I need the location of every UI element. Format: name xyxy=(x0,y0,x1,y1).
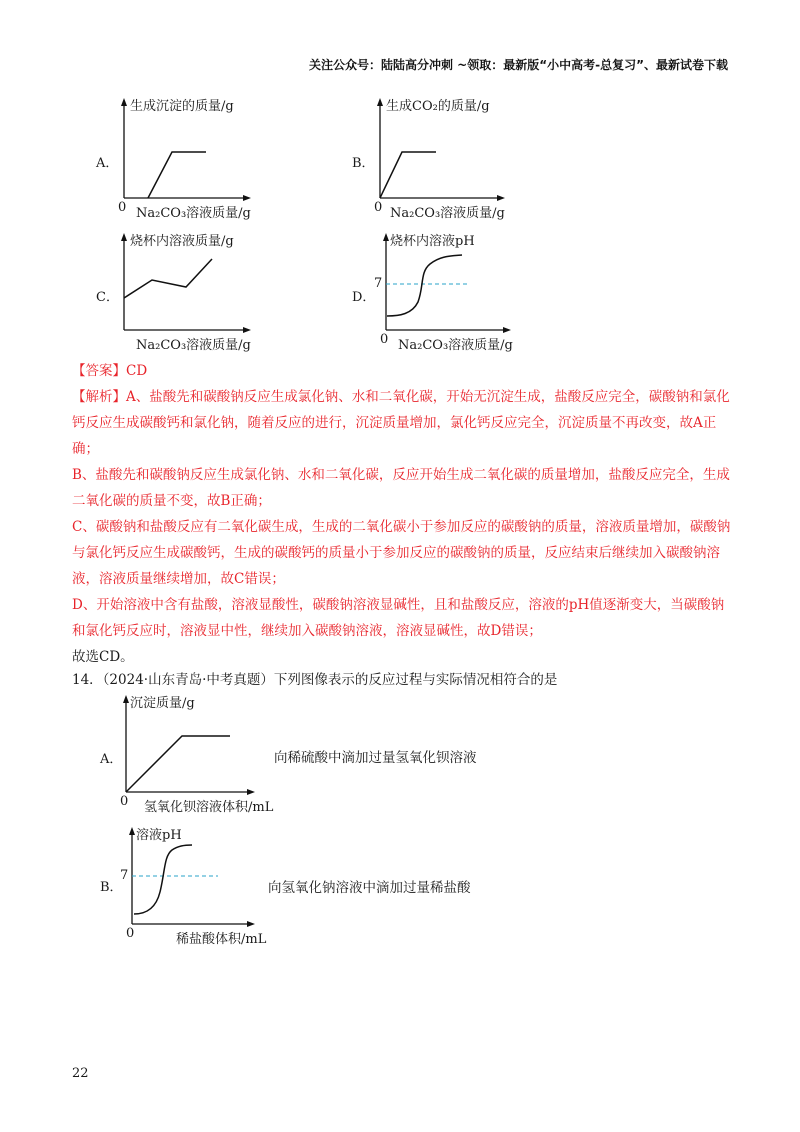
analysis-conclusion: 故选CD。 xyxy=(72,649,134,665)
q13-a-origin: 0 xyxy=(118,200,127,215)
q13-d-tick7: 7 xyxy=(374,276,383,291)
q13-d-origin: 0 xyxy=(380,332,389,347)
analysis-a: 【解析】A、盐酸先和碳酸钠反应生成氯化钠、水和二氧化碳，开始无沉淀生成，盐酸反应完全，碳酸钠和氯化钙反应生成碳酸钙和氯化钠，随着反应的进行，沉淀质量增加，氯化钙反应完全，沉淀质量不再改变，故A正确； xyxy=(72,389,730,457)
q14-b-origin: 0 xyxy=(126,926,135,941)
q13-option-d-label: D． xyxy=(352,290,376,305)
q13-d-xlabel: Na₂CO₃溶液质量/g xyxy=(398,338,513,353)
page-header: 关注公众号：陆陆高分冲刺 ~领取：最新版“小中高考-总复习”、最新试卷下载 xyxy=(309,58,728,72)
page-number: 22 xyxy=(72,1066,89,1081)
q14-b-desc: 向氢氧化钠溶液中滴加过量稀盐酸 xyxy=(268,880,471,896)
q13-b-origin: 0 xyxy=(374,200,383,215)
q13-option-b-label: B． xyxy=(352,156,375,171)
q14-a-origin: 0 xyxy=(120,794,129,809)
q13-b-xlabel: Na₂CO₃溶液质量/g xyxy=(390,206,505,221)
analysis-c: C、碳酸钠和盐酸反应有二氧化碳生成，生成的二氧化碳小于参加反应的碳酸钠的质量，溶液质量增加，碳酸钠与氯化钙反应生成碳酸钙，生成的碳酸钙的质量小于参加反应的碳酸钠的质量，反应结束后继续加入碳酸钠溶液，溶液质量继续增加，故C错误； xyxy=(72,519,731,587)
q13-option-a-label: A． xyxy=(96,156,119,171)
q14-option-a-label: A． xyxy=(100,752,123,767)
analysis-d: D、开始溶液中含有盐酸，溶液显酸性，碳酸钠溶液显碱性，且和盐酸反应，溶液的pH值逐渐变大，当碳酸钠和氯化钙反应时，溶液显中性，继续加入碳酸钠溶液，溶液显碱性，故D错误； xyxy=(72,597,725,639)
q14-b-xlabel: 稀盐酸体积/mL xyxy=(176,932,267,947)
q13-d-ylabel: 烧杯内溶液pH xyxy=(390,234,475,249)
q14-a-xlabel: 氢氧化钡溶液体积/mL xyxy=(144,800,274,815)
answer-line: 【答案】CD xyxy=(72,363,148,379)
q13-c-xlabel: Na₂CO₃溶液质量/g xyxy=(136,338,251,353)
q13-a-ylabel: 生成沉淀的质量/g xyxy=(130,99,234,114)
q13-option-c-label: C． xyxy=(96,290,119,305)
q14-stem: 14．（2024·山东青岛·中考真题）下列图像表示的反应过程与实际情况相符合的是 xyxy=(72,672,558,688)
q14-b-tick7: 7 xyxy=(120,868,129,883)
q13-b-ylabel: 生成CO₂的质量/g xyxy=(386,99,490,114)
q13-c-ylabel: 烧杯内溶液质量/g xyxy=(130,234,234,249)
q14-b-ylabel: 溶液pH xyxy=(136,828,182,843)
q14-a-desc: 向稀硫酸中滴加过量氢氧化钡溶液 xyxy=(274,750,477,766)
q14-option-b-label: B． xyxy=(100,880,123,895)
q14-a-ylabel: 沉淀质量/g xyxy=(130,696,195,711)
analysis-b: B、盐酸先和碳酸钠反应生成氯化钠、水和二氧化碳，反应开始生成二氧化碳的质量增加，盐酸反应完全，生成二氧化碳的质量不变，故B正确； xyxy=(72,467,730,509)
q13-a-xlabel: Na₂CO₃溶液质量/g xyxy=(136,206,251,221)
